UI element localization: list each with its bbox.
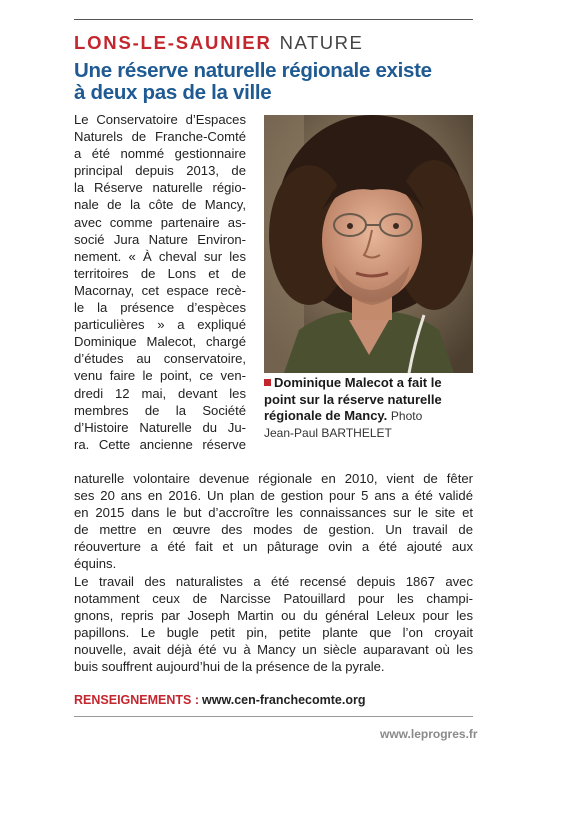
caption-line-1: Dominique Malecot a fait le <box>274 375 442 390</box>
caption-credit-name: Jean-Paul BARTHELET <box>264 425 392 440</box>
footer-site-link[interactable]: www.leprogres.fr <box>380 727 478 741</box>
body-line: particulières » a expliqué <box>74 317 246 333</box>
section-kicker <box>74 32 363 54</box>
body-line: le la présence d’espèces <box>74 300 246 316</box>
portrait-image <box>264 115 473 373</box>
body-line: avec comme partenaire as- <box>74 214 246 230</box>
body-line: nale de la côte de Mancy, <box>74 197 246 213</box>
body-line: buis souffrent aujourd’hui de la présence de la pyrale. <box>74 659 385 675</box>
caption-credit-word: Photo <box>390 409 423 423</box>
photo-caption <box>264 375 474 441</box>
body-line: de mettre en œuvre des modes de gestion. Un travail de <box>74 522 473 538</box>
body-line: socié Jura Nature Environ- <box>74 231 246 247</box>
caption-line-3: régionale de Mancy. <box>264 408 388 423</box>
caption-bullet-square <box>264 379 271 386</box>
headline-line-1: Une réserve naturelle régionale existe <box>74 59 432 82</box>
body-line: ra. Cette ancienne réserve <box>74 436 246 452</box>
body-line: venu faire le point, ce ven- <box>74 368 246 384</box>
body-line: Dominique Malecot, chargé <box>74 334 246 350</box>
top-rule <box>74 19 473 20</box>
body-line: notamment ceux de Narcisse Patouillard pour les champi- <box>74 590 473 606</box>
body-line: Naturels de Franche-Comté <box>74 129 246 145</box>
info-url-link[interactable]: www.cen-franchecomte.org <box>202 693 366 707</box>
body-line: Le travail des naturalistes a été recensé depuis 1867 avec <box>74 573 473 589</box>
body-line: nouvelle, avait déjà été vu à Mancy un siècle auparavant où les <box>74 641 473 657</box>
body-line: réouverture a été fait et un pâturage ovin a été ajouté aux <box>74 539 473 555</box>
body-line: principal depuis 2013, de <box>74 163 246 179</box>
body-line: équins. <box>74 556 117 572</box>
portrait-photo <box>264 115 473 373</box>
body-line: a été nommé gestionnaire <box>74 146 246 162</box>
body-line: territoires de Lons et de <box>74 265 246 281</box>
article-body-column <box>74 111 246 453</box>
article-body-full <box>74 470 473 675</box>
body-line: nement. « À cheval sur les <box>74 248 246 264</box>
body-line: gnons, repris par Joseph Martin ou du général Leleux pour les <box>74 607 473 623</box>
article-headline <box>74 60 474 104</box>
caption-line-2: point sur la réserve naturelle <box>264 391 442 407</box>
body-line: papillons. Le bugle petit pin, petite plante que l’on croyait <box>74 624 473 640</box>
body-line: membres de la Société <box>74 402 246 418</box>
headline-line-2: à deux pas de la ville <box>74 81 272 104</box>
info-line <box>74 693 365 707</box>
body-line: Macornay, cet espace recè- <box>74 282 246 298</box>
body-line: d’Histoire Naturelle du Ju- <box>74 419 246 435</box>
kicker-topic: NATURE <box>279 32 364 53</box>
body-line: dredi 12 mai, devant les <box>74 385 246 401</box>
kicker-location: LONS-LE-SAUNIER <box>74 32 272 53</box>
body-line: naturelle volontaire devenue régionale en 2010, vient de fêter <box>74 471 473 486</box>
body-line: d’études au conservatoire, <box>74 351 246 367</box>
body-line: Le Conservatoire d’Espaces <box>74 112 246 127</box>
info-label: RENSEIGNEMENTS : <box>74 693 200 707</box>
body-line: ses 20 ans en 2016. Un plan de gestion pour 5 ans a été validé <box>74 488 473 504</box>
bottom-rule <box>74 716 473 717</box>
body-line: en 2015 dans le but d’accroître les connaissances sur le site et <box>74 505 473 521</box>
body-line: la Réserve naturelle régio- <box>74 180 246 196</box>
